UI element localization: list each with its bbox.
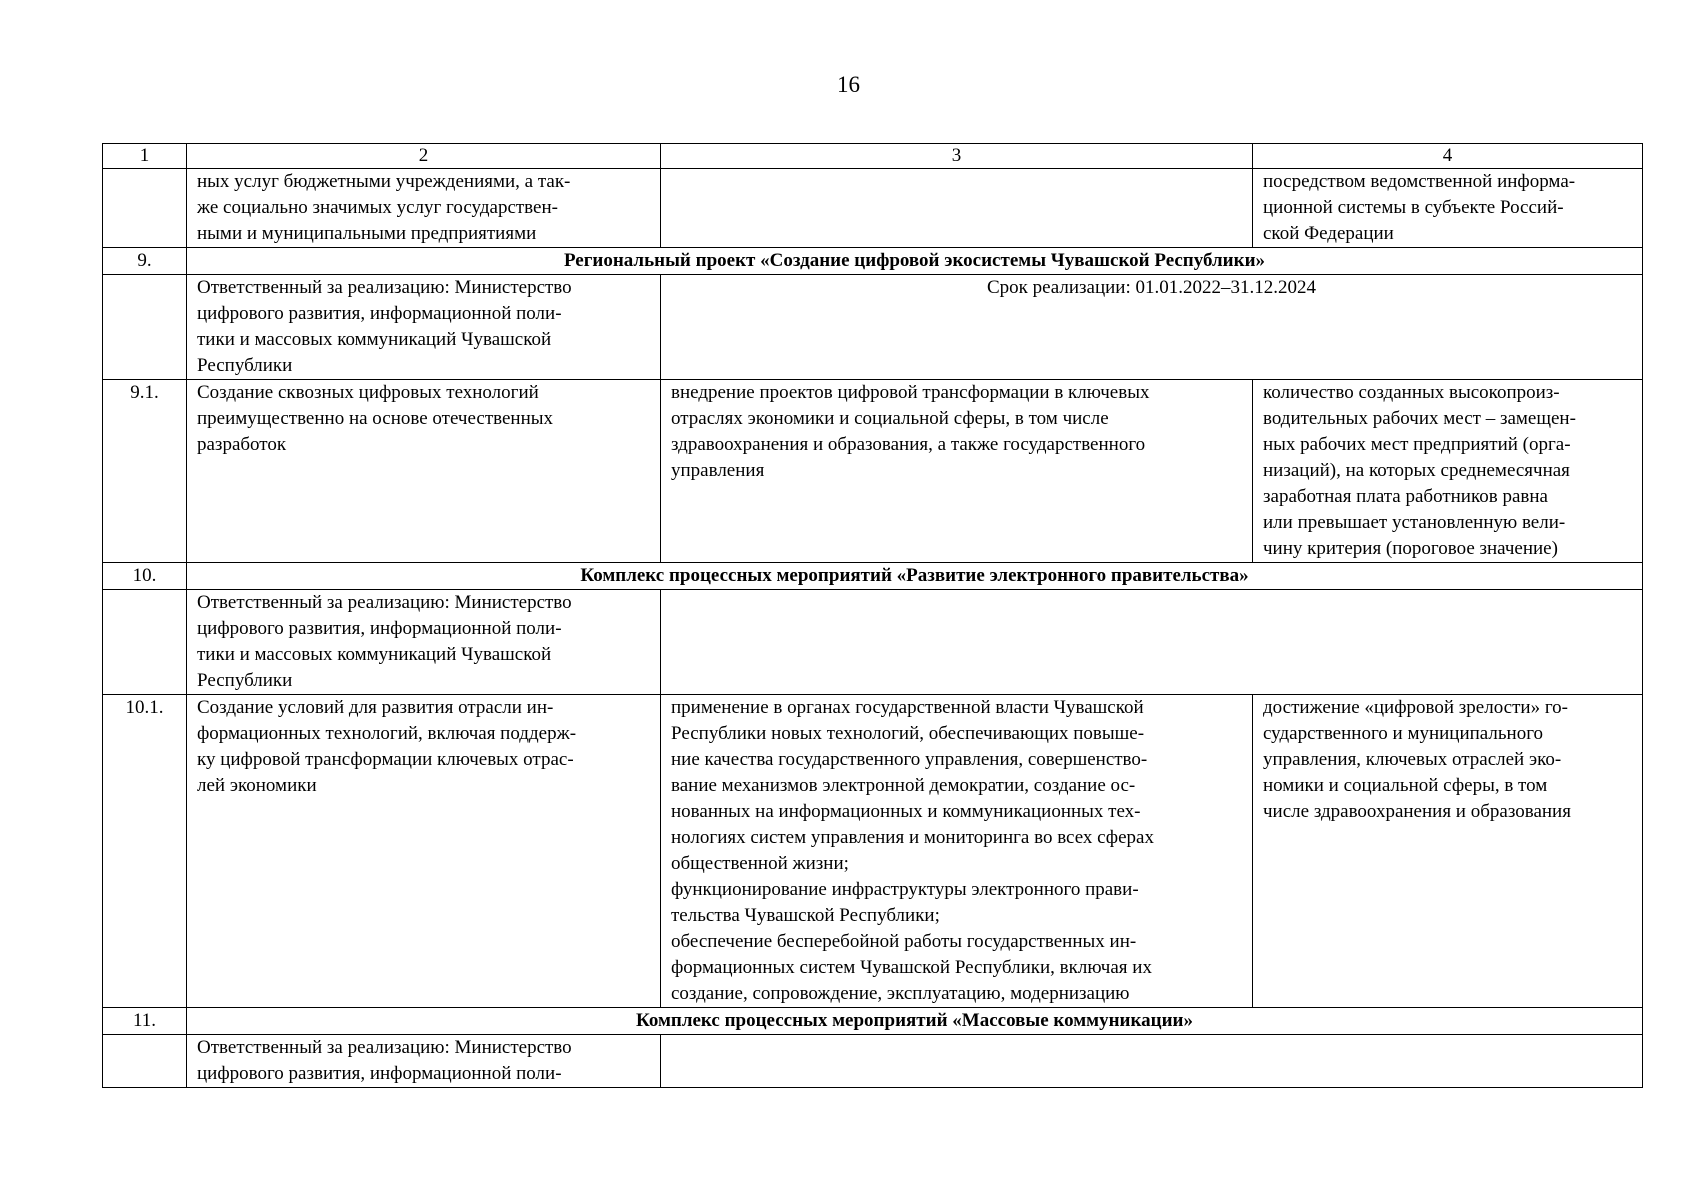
- responsible-row: [103, 590, 1643, 695]
- table-header-row: [103, 144, 1643, 169]
- cell-indicator: [1253, 380, 1643, 563]
- text-line: цифрового развития, информационной поли-: [197, 303, 562, 324]
- term-cell: Срок реализации: 01.01.2022–31.12.2024: [661, 275, 1643, 380]
- text-line: тельства Чувашской Республики;: [671, 905, 940, 926]
- cell-result: [661, 695, 1253, 1008]
- section-row: [103, 248, 1643, 275]
- section-row: [103, 563, 1643, 590]
- row-number: [103, 590, 187, 695]
- text-line: номики и социальной сферы, в том: [1263, 775, 1548, 796]
- section-title: Комплекс процессных мероприятий «Развитие электронного правительства»: [187, 563, 1643, 590]
- cell-result: [661, 169, 1253, 248]
- text-line: водительных рабочих мест – замещен-: [1263, 408, 1576, 429]
- column-header: 2: [187, 144, 661, 169]
- section-title: Региональный проект «Создание цифровой экосистемы Чувашской Республики»: [187, 248, 1643, 275]
- text-line: функционирование инфраструктуры электронного прави-: [671, 879, 1139, 900]
- responsible-cell: [187, 1035, 661, 1088]
- text-line: формационных технологий, включая поддерж-: [197, 723, 577, 744]
- row-number: 9.1.: [103, 380, 187, 563]
- text-line: управления, ключевых отраслей эко-: [1263, 749, 1562, 770]
- column-header: 3: [661, 144, 1253, 169]
- responsible-row: [103, 1035, 1643, 1088]
- cell-task: [187, 380, 661, 563]
- responsible-cell: [187, 590, 661, 695]
- text-line: посредством ведомственной информа-: [1263, 171, 1576, 192]
- text-line: ние качества государственного управления, совершенство-: [671, 749, 1148, 770]
- text-line: нологиях систем управления и мониторинга во всех сферах: [671, 827, 1154, 848]
- text-line: количество созданных высокопроиз-: [1263, 382, 1560, 403]
- text-line: или превышает установленную вели-: [1263, 512, 1566, 533]
- text-line: числе здравоохранения и образования: [1263, 801, 1571, 822]
- text-line: Ответственный за реализацию: Министерство: [197, 277, 572, 298]
- text-line: ку цифровой трансформации ключевых отрас-: [197, 749, 574, 770]
- table-row: [103, 169, 1643, 248]
- term-cell: [661, 1035, 1643, 1088]
- text-line: управления: [671, 460, 765, 481]
- cell-result: [661, 380, 1253, 563]
- text-line: ных услуг бюджетными учреждениями, а так-: [197, 171, 571, 192]
- section-title: Комплекс процессных мероприятий «Массовые коммуникации»: [187, 1008, 1643, 1035]
- cell-task: [187, 169, 661, 248]
- row-number: 11.: [103, 1008, 187, 1035]
- text-line: заработная плата работников равна: [1263, 486, 1548, 507]
- row-number: [103, 169, 187, 248]
- text-line: Ответственный за реализацию: Министерство: [197, 592, 572, 613]
- text-line: чину критерия (пороговое значение): [1263, 538, 1558, 559]
- text-line: Республики новых технологий, обеспечивающих повыше-: [671, 723, 1145, 744]
- row-number: 10.: [103, 563, 187, 590]
- text-line: Республики: [197, 355, 293, 376]
- text-line: Создание условий для развития отрасли ин-: [197, 697, 554, 718]
- text-line: Ответственный за реализацию: Министерство: [197, 1037, 572, 1058]
- text-line: преимущественно на основе отечественных: [197, 408, 554, 429]
- text-line: тики и массовых коммуникаций Чувашской: [197, 644, 552, 665]
- row-number: 9.: [103, 248, 187, 275]
- text-line: создание, сопровождение, эксплуатацию, модернизацию: [671, 983, 1130, 1004]
- text-line: же социально значимых услуг государствен-: [197, 197, 558, 218]
- cell-task: [187, 695, 661, 1008]
- text-line: обеспечение бесперебойной работы государственных ин-: [671, 931, 1137, 952]
- responsible-cell: [187, 275, 661, 380]
- column-header: 4: [1253, 144, 1643, 169]
- text-line: отраслях экономики и социальной сферы, в том числе: [671, 408, 1109, 429]
- text-line: здравоохранения и образования, а также государственного: [671, 434, 1146, 455]
- row-number: [103, 275, 187, 380]
- row-number: [103, 1035, 187, 1088]
- page-number: 16: [837, 72, 860, 97]
- text-line: тики и массовых коммуникаций Чувашской: [197, 329, 552, 350]
- text-line: ской Федерации: [1263, 223, 1394, 244]
- measures-table: [102, 143, 1643, 1088]
- table-row: [103, 695, 1643, 1008]
- text-line: ных рабочих мест предприятий (орга-: [1263, 434, 1571, 455]
- text-line: ционной системы в субъекте Россий-: [1263, 197, 1564, 218]
- section-row: [103, 1008, 1643, 1035]
- text-line: низаций), на которых среднемесячная: [1263, 460, 1570, 481]
- column-header: 1: [103, 144, 187, 169]
- cell-indicator: [1253, 169, 1643, 248]
- text-line: нованных на информационных и коммуникационных тех-: [671, 801, 1141, 822]
- text-line: вание механизмов электронной демократии, создание ос-: [671, 775, 1136, 796]
- row-number: 10.1.: [103, 695, 187, 1008]
- table-row: [103, 380, 1643, 563]
- text-line: ными и муниципальными предприятиями: [197, 223, 537, 244]
- term-cell: [661, 590, 1643, 695]
- text-line: применение в органах государственной власти Чувашской: [671, 697, 1144, 718]
- text-line: цифрового развития, информационной поли-: [197, 618, 562, 639]
- text-line: общественной жизни;: [671, 853, 849, 874]
- text-line: Республики: [197, 670, 293, 691]
- text-line: внедрение проектов цифровой трансформации в ключевых: [671, 382, 1150, 403]
- cell-indicator: [1253, 695, 1643, 1008]
- responsible-row: [103, 275, 1643, 380]
- text-line: разработок: [197, 434, 287, 455]
- text-line: Создание сквозных цифровых технологий: [197, 382, 539, 403]
- text-line: лей экономики: [197, 775, 317, 796]
- text-line: достижение «цифровой зрелости» го-: [1263, 697, 1568, 718]
- text-line: сударственного и муниципального: [1263, 723, 1544, 744]
- text-line: цифрового развития, информационной поли-: [197, 1063, 562, 1084]
- text-line: формационных систем Чувашской Республики, включая их: [671, 957, 1152, 978]
